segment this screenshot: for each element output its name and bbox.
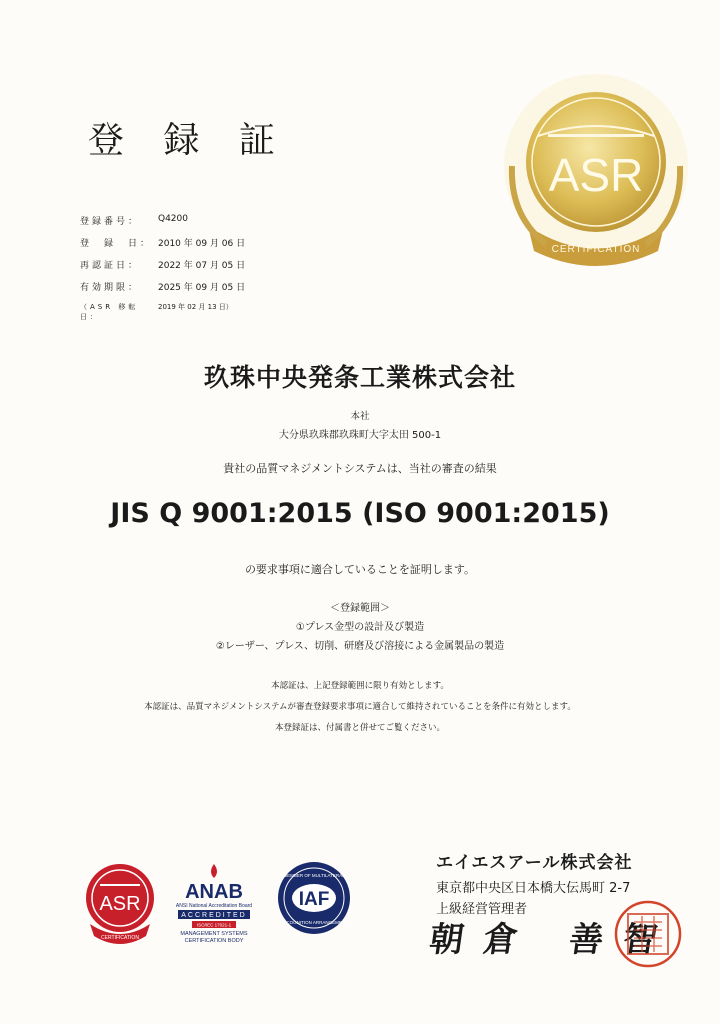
issuer-name: エイエスアール株式会社 — [436, 853, 633, 873]
svg-text:CERTIFICATION BODY: CERTIFICATION BODY — [184, 938, 244, 944]
hq-address: 大分県玖珠郡玖珠町大字太田 500-1 — [278, 430, 442, 441]
iaf-logo-text: IAF — [298, 889, 330, 910]
svg-text:MANAGEMENT SYSTEMS: MANAGEMENT SYSTEMS — [180, 931, 248, 937]
anab-logo — [176, 864, 252, 944]
certificate-title: 登 録 証 — [88, 120, 289, 161]
intro-text: 貴社の品質マネジメントシステムは、当社の審査の結果 — [223, 462, 497, 475]
info-row: 登録番号： Q4200 — [80, 214, 188, 227]
info-row: 再認証日： 2022 年 07 月 05 日 — [80, 261, 246, 271]
company-seal-stamp — [612, 898, 684, 970]
registration-info — [80, 214, 246, 321]
issuer-block — [436, 848, 632, 917]
scope-heading: ＜登録範囲＞ — [330, 603, 390, 614]
seal-text: ASR — [548, 149, 644, 201]
iaf-logo — [278, 862, 350, 934]
anab-logo-text: ANAB — [185, 881, 243, 903]
conformity-text: の要求事項に適合していることを証明します。 — [244, 563, 476, 576]
standard-title: JIS Q 9001:2015 (ISO 9001:2015) — [110, 498, 610, 529]
note: 本認証は、上記登録範囲に限り有効とします。 — [271, 681, 449, 691]
issuer-role: 上級経営管理者 — [436, 902, 528, 917]
asr-logo-text: ASR — [99, 893, 141, 915]
note: 本認証は、品質マネジメントシステムが審査登録要求事項に適合して維持されていることを条件に有効とします。 — [144, 702, 576, 712]
issuer-address: 東京都中央区日本橋大伝馬町 2-7 — [436, 881, 631, 896]
svg-text:ANSI National Accreditation Bo: ANSI National Accreditation Board — [175, 903, 253, 909]
svg-text:CERTIFICATION: CERTIFICATION — [101, 935, 139, 941]
accreditation-logos — [82, 858, 372, 958]
info-row: 登 録 日： 2010 年 09 月 06 日 — [80, 239, 246, 249]
seal-banner: CERTIFICATION — [551, 244, 641, 255]
company-name: 玖珠中央発条工業株式会社 — [203, 363, 516, 392]
asr-gold-seal — [498, 66, 694, 276]
asr-red-logo — [86, 864, 154, 944]
certificate-notes — [0, 676, 720, 739]
info-row: 有効期限： 2025 年 09 月 05 日 — [80, 283, 246, 293]
svg-text:MEMBER OF MULTILATERAL: MEMBER OF MULTILATERAL — [283, 873, 345, 878]
hq-label: 本社 — [350, 411, 370, 422]
note: 本登録証は、付属書と併せてご覧ください。 — [274, 723, 445, 733]
svg-text:RECOGNITION ARRANGEMENT: RECOGNITION ARRANGEMENT — [280, 920, 348, 925]
scope-item: ②レーザー、プレス、切削、研磨及び溶接による金属製品の製造 — [215, 641, 505, 652]
registration-scope — [0, 599, 720, 656]
signature: 朝倉 善智 — [426, 920, 681, 960]
transfer-date: （ASR 移転日： 2019 年 02 月 13 日） — [80, 303, 233, 321]
svg-text:ACCREDITED: ACCREDITED — [181, 912, 247, 919]
svg-text:ISO/IEC 17021-1: ISO/IEC 17021-1 — [196, 922, 232, 928]
scope-item: ①プレス金型の設計及び製造 — [295, 622, 425, 633]
